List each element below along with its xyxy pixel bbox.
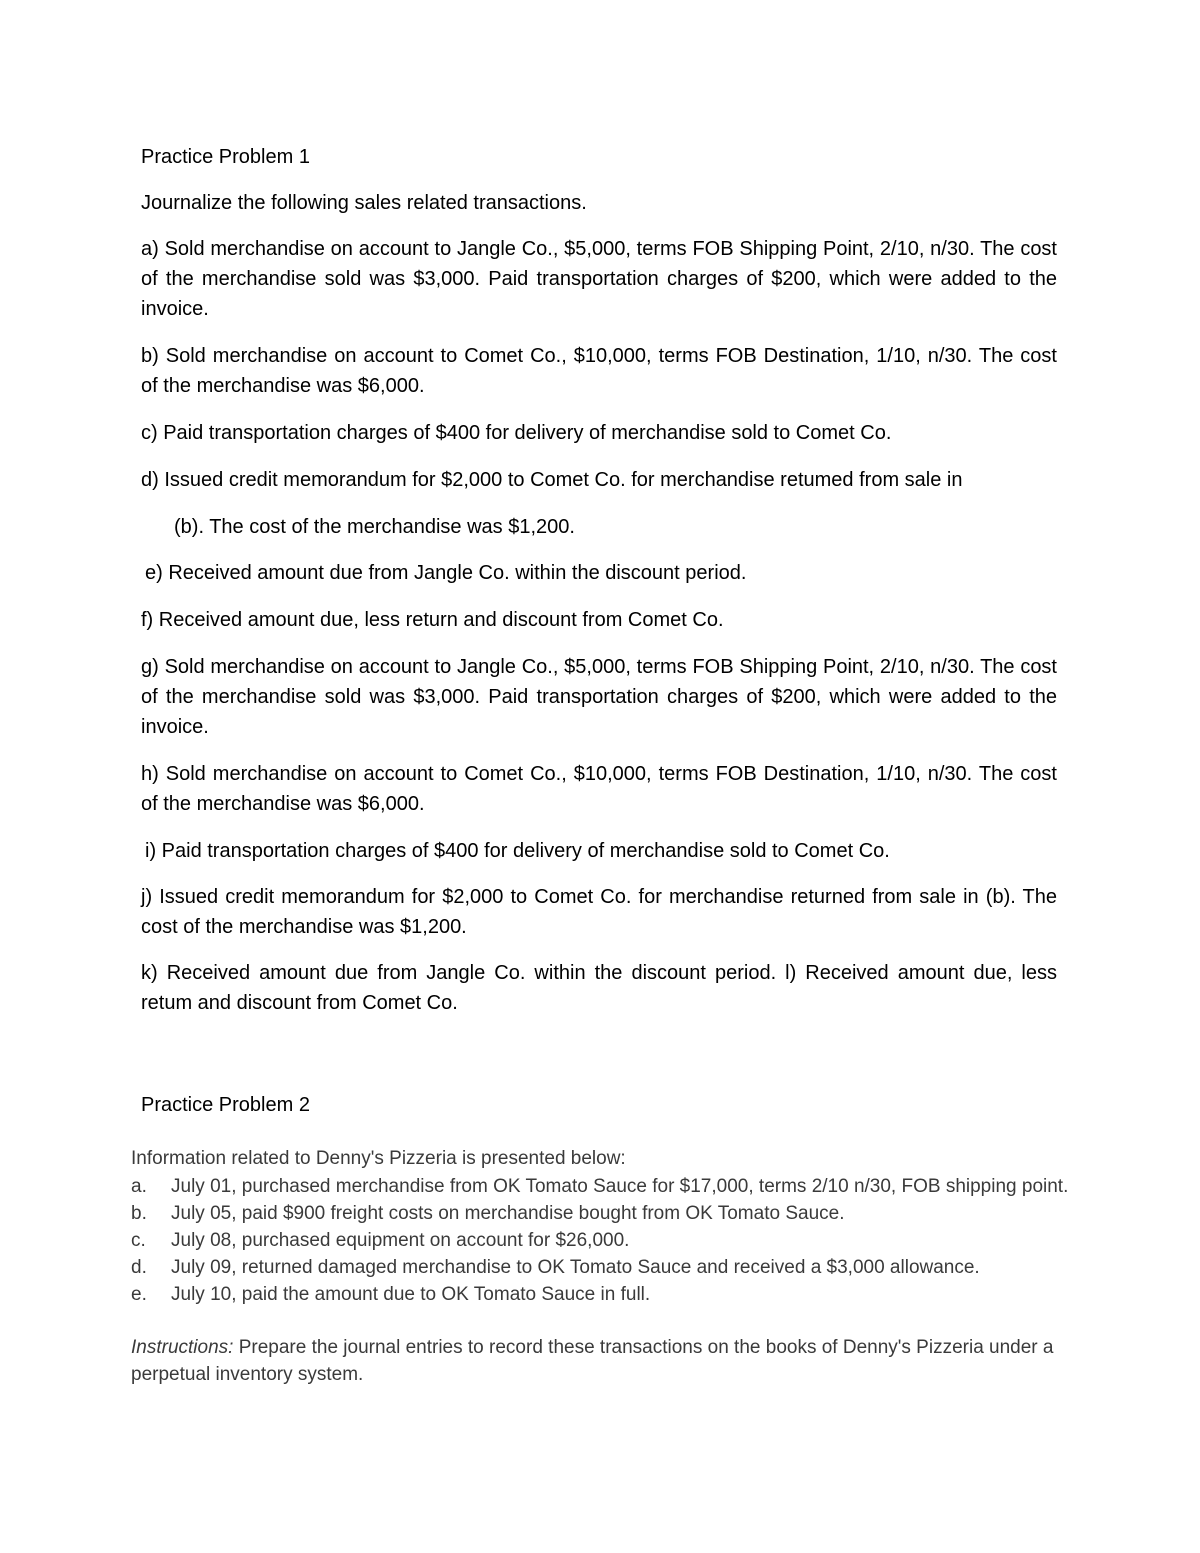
problem-2-instructions bbox=[131, 1334, 1091, 1388]
transaction-a: a) Sold merchandise on account to Jangle Co., $5,000, terms FOB Shipping Point, 2/10, n/30. The cost of the merchandise sold was $3,000. Paid transportation charges of $200, which were added to the invoice. bbox=[141, 238, 1057, 320]
instructions-text: Prepare the journal entries to record these transactions on the books of Denny's Pizzeria under a perpetual inventory system. bbox=[131, 1337, 1054, 1385]
item-text: July 08, purchased equipment on account for $26,000. bbox=[171, 1230, 630, 1251]
list-item bbox=[131, 1281, 1091, 1308]
transaction-d: d) Issued credit memorandum for $2,000 to Comet Co. for merchandise retumed from sale in bbox=[141, 469, 963, 491]
item-letter: b. bbox=[131, 1203, 147, 1224]
transaction-f: f) Received amount due, less return and discount from Comet Co. bbox=[141, 609, 724, 631]
transaction-j: j) Issued credit memorandum for $2,000 to Comet Co. for merchandise returned from sale in (b). The cost of the merchandise was $1,200. bbox=[141, 886, 1057, 938]
transaction-k: k) Received amount due from Jangle Co. within the discount period. l) Received amount due, less retum and discount from Comet Co. bbox=[141, 962, 1057, 1014]
item-text: July 10, paid the amount due to OK Tomato Sauce in full. bbox=[171, 1284, 651, 1305]
practice-problem-1 bbox=[141, 142, 1057, 1035]
transaction-e: e) Received amount due from Jangle Co. within the discount period. bbox=[145, 562, 747, 584]
transaction-g: g) Sold merchandise on account to Jangle Co., $5,000, terms FOB Shipping Point, 2/10, n/30. The cost of the merchandise sold was $3,000. Paid transportation charges of $200, which were added to the invoice. bbox=[141, 656, 1057, 738]
item-letter: a. bbox=[131, 1176, 147, 1197]
list-item bbox=[131, 1254, 1091, 1281]
list-item bbox=[131, 1227, 1091, 1254]
item-letter: e. bbox=[131, 1284, 147, 1305]
item-letter: d. bbox=[131, 1257, 147, 1278]
transaction-h: h) Sold merchandise on account to Comet Co., $10,000, terms FOB Destination, 1/10, n/30. The cost of the merchandise was $6,000. bbox=[141, 763, 1057, 815]
transaction-d-continued: (b). The cost of the merchandise was $1,200. bbox=[174, 516, 575, 538]
item-text: July 09, returned damaged merchandise to OK Tomato Sauce and received a $3,000 allowance. bbox=[171, 1257, 980, 1278]
problem-2-list bbox=[131, 1173, 1091, 1308]
transaction-b: b) Sold merchandise on account to Comet Co., $10,000, terms FOB Destination, 1/10, n/30. The cost of the merchandise was $6,000. bbox=[141, 345, 1057, 397]
problem-1-title: Practice Problem 1 bbox=[141, 146, 310, 168]
list-item bbox=[131, 1200, 1091, 1227]
item-letter: c. bbox=[131, 1230, 146, 1251]
instructions-label: Instructions: bbox=[131, 1337, 234, 1358]
problem-2-info: Information related to Denny's Pizzeria is presented below: bbox=[131, 1148, 626, 1169]
item-text: July 01, purchased merchandise from OK Tomato Sauce for $17,000, terms 2/10 n/30, FOB shipping point. bbox=[171, 1176, 1069, 1197]
list-item bbox=[131, 1173, 1091, 1200]
problem-1-intro: Journalize the following sales related transactions. bbox=[141, 192, 587, 214]
item-text: July 05, paid $900 freight costs on merchandise bought from OK Tomato Sauce. bbox=[171, 1203, 845, 1224]
problem-2-title: Practice Problem 2 bbox=[141, 1094, 310, 1116]
transaction-i: i) Paid transportation charges of $400 for delivery of merchandise sold to Comet Co. bbox=[145, 840, 890, 862]
practice-problem-2 bbox=[131, 1144, 1091, 1388]
transaction-c: c) Paid transportation charges of $400 for delivery of merchandise sold to Comet Co. bbox=[141, 422, 892, 444]
